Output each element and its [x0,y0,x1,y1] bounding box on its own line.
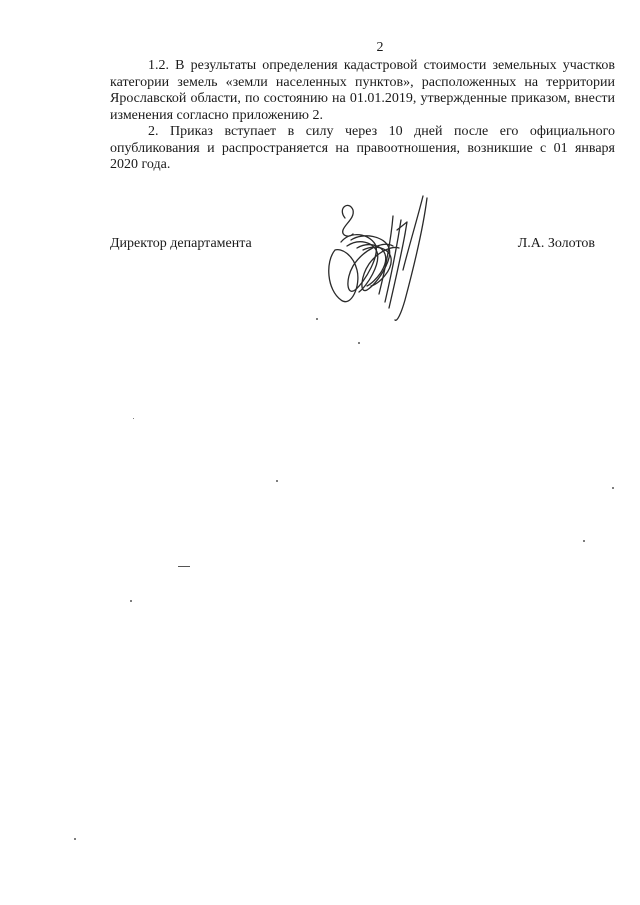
scan-speck [130,600,132,602]
scan-speck [612,487,614,489]
scan-speck [276,480,278,482]
scan-speck [583,540,585,542]
document-body [110,58,615,174]
scan-speck [74,838,76,840]
scan-speck [178,566,190,567]
signatory-name: Л.А. Золотов [517,236,595,251]
scan-speck [358,342,360,344]
page-number: 2 [376,40,384,55]
paragraph-2: 2. Приказ вступает в силу через 10 дней после его официального опубликования и распространяется на правоотношения, возникшие с 01 января 2020 года. [110,124,615,172]
signatory-title: Директор департамента [110,236,252,251]
scan-speck [316,318,318,320]
scan-speck [133,418,134,419]
paragraph-1-2: 1.2. В результаты определения кадастровой стоимости земельных участков категории земель «земли населенных пунктов», расположенных на территории Ярославской области, по состоянию на 01.01.2019, утвержденные приказом, внести изменения согласно приложению 2. [110,58,615,123]
handwritten-signature-icon [305,190,445,340]
